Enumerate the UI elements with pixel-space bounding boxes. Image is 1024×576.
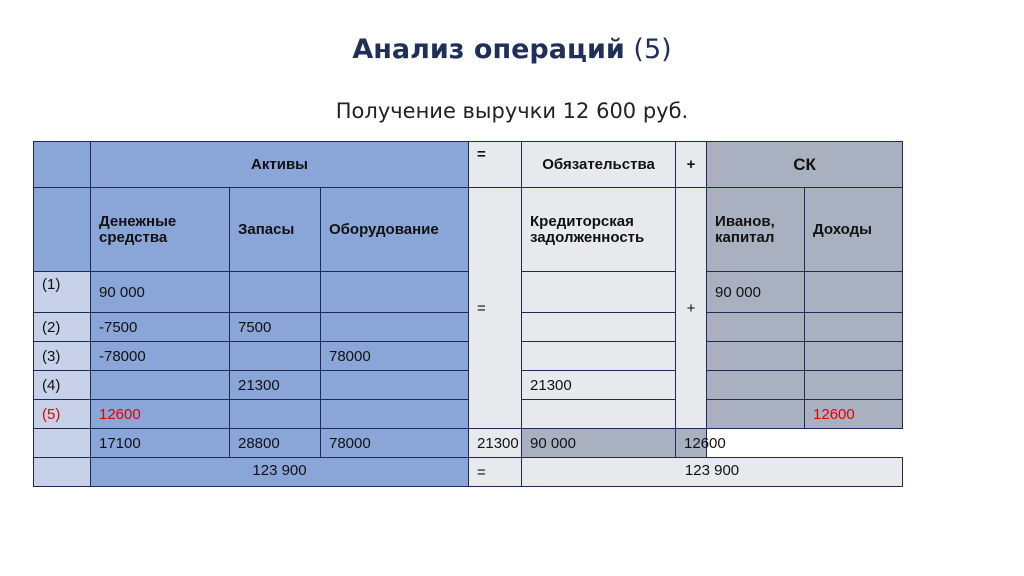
cell-cash: 90 000	[91, 272, 230, 313]
total-equipment: 78000	[321, 429, 469, 458]
row-label: (1)	[34, 272, 91, 313]
grand-assets: 123 900	[91, 458, 469, 487]
cell-capital	[707, 342, 805, 371]
group-plus: +	[676, 142, 707, 188]
cell-capital	[707, 371, 805, 400]
grand-right: 123 900	[522, 458, 903, 487]
grand-equals: =	[469, 458, 522, 487]
total-payables: 21300	[469, 429, 522, 458]
cell-revenue	[805, 272, 903, 313]
cell-capital: 90 000	[707, 272, 805, 313]
group-equity: СК	[707, 142, 903, 188]
row-label: (5)	[34, 400, 91, 429]
cell-cash: -7500	[91, 313, 230, 342]
cell-capital	[707, 400, 805, 429]
cell-equipment	[321, 400, 469, 429]
subheader-cash: Денежные средства	[91, 188, 230, 272]
subheader-inventory: Запасы	[230, 188, 321, 272]
cell-inventory: 21300	[230, 371, 321, 400]
cell-cash	[91, 371, 230, 400]
cell-payables	[522, 400, 676, 429]
cell-revenue	[805, 371, 903, 400]
cell-revenue	[805, 313, 903, 342]
cell-equipment	[321, 371, 469, 400]
subheader-equipment: Оборудование	[321, 188, 469, 272]
cell-equipment: 78000	[321, 342, 469, 371]
body-plus: +	[676, 188, 707, 429]
title-number: (5)	[633, 34, 672, 65]
cell-revenue	[805, 342, 903, 371]
cell-equipment	[321, 313, 469, 342]
cell-equipment	[321, 272, 469, 313]
grand-label	[34, 458, 91, 487]
operations-table	[33, 141, 903, 487]
group-liabilities: Обязательства	[522, 142, 676, 188]
group-assets: Активы	[91, 142, 469, 188]
row-label: (2)	[34, 313, 91, 342]
cell-payables: 21300	[522, 371, 676, 400]
total-revenue: 12600	[676, 429, 707, 458]
title-text: Анализ операций	[352, 34, 625, 65]
row-label-empty	[34, 188, 91, 272]
cell-inventory	[230, 400, 321, 429]
cell-payables	[522, 342, 676, 371]
body-equals: =	[469, 188, 522, 429]
row-label: (4)	[34, 371, 91, 400]
subheader-payables: Кредиторская задолженность	[522, 188, 676, 272]
totals-label	[34, 429, 91, 458]
cell-payables	[522, 272, 676, 313]
cell-inventory	[230, 272, 321, 313]
cell-payables	[522, 313, 676, 342]
group-equals: =	[469, 142, 522, 188]
subheader-capital: Иванов, капитал	[707, 188, 805, 272]
subheader-revenue: Доходы	[805, 188, 903, 272]
cell-capital	[707, 313, 805, 342]
page-title	[0, 34, 1024, 65]
corner-cell	[34, 142, 91, 188]
cell-cash: -78000	[91, 342, 230, 371]
cell-cash: 12600	[91, 400, 230, 429]
cell-inventory	[230, 342, 321, 371]
page-subtitle: Получение выручки 12 600 руб.	[335, 99, 689, 123]
cell-inventory: 7500	[230, 313, 321, 342]
row-label: (3)	[34, 342, 91, 371]
total-capital: 90 000	[522, 429, 676, 458]
total-inventory: 28800	[230, 429, 321, 458]
total-cash: 17100	[91, 429, 230, 458]
cell-revenue: 12600	[805, 400, 903, 429]
